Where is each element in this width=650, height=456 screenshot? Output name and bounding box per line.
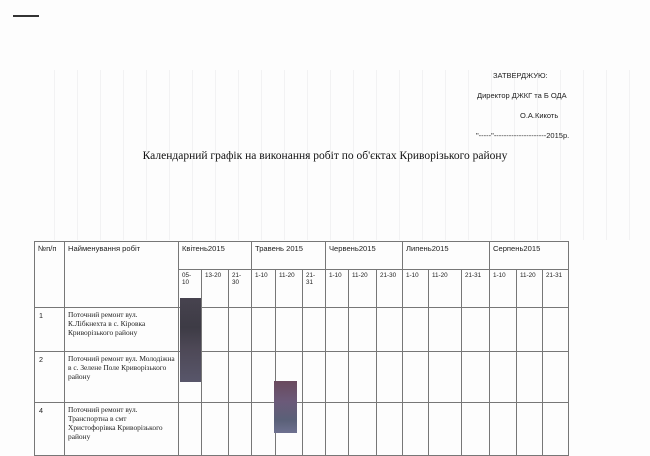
schedule-table [34, 241, 569, 456]
scan-dash-mark [13, 15, 39, 17]
period-cell: 21-30 [229, 270, 252, 308]
row-number: 2 [35, 352, 65, 403]
table-row [35, 352, 569, 403]
page-title: Календарний графік на виконання робіт по об'єктах Криворізького району [142, 150, 508, 162]
month-april: Квітень2015 [179, 242, 252, 270]
period-cell: 1-10 [490, 270, 517, 308]
period-cell: 1-10 [252, 270, 276, 308]
schedule-bar-april [180, 298, 201, 382]
row-work-title: Поточний ремонт вул. Молодіжна в с. Зелене Поле Криворізького району [65, 352, 179, 403]
period-cell: 11-20 [349, 270, 377, 308]
approve-heading: ЗАТВЕРДЖУЮ: [493, 71, 548, 80]
schedule-bar-may [274, 381, 297, 433]
period-cell: 05-10 [179, 270, 202, 308]
row-work-title: Поточний ремонт вул. Транспортна в смт Христофорівка Криворізького району [65, 403, 179, 456]
row-work-title: Поточний ремонт вул. К.Лібкнехта в с. Кіровка Криворізького району [65, 308, 179, 352]
period-cell: 13-20 [202, 270, 229, 308]
period-cell: 21-31 [462, 270, 490, 308]
approve-name: О.А.Кикоть [520, 111, 559, 120]
month-june: Червень2015 [326, 242, 403, 270]
month-july: Липень2015 [403, 242, 490, 270]
period-cell: 11-20 [517, 270, 543, 308]
approve-director: Директор ДЖКГ та Б ОДА [477, 91, 567, 100]
period-cell: 21-31 [543, 270, 569, 308]
approve-date: "-----"---------------------2015р. [476, 131, 570, 140]
period-cell: 1-10 [326, 270, 349, 308]
period-cell: 21-31 [303, 270, 326, 308]
period-cell: 21-30 [377, 270, 403, 308]
month-may: Травень 2015 [252, 242, 326, 270]
period-cell: 11-20 [429, 270, 462, 308]
period-cell: 1-10 [403, 270, 429, 308]
period-cell: 11-20 [276, 270, 303, 308]
table-row [35, 308, 569, 352]
row-number: 4 [35, 403, 65, 456]
month-august: Серпень2015 [490, 242, 569, 270]
table-row [35, 403, 569, 456]
header-name: Найменування робіт [65, 242, 179, 308]
header-num: №п/п [35, 242, 65, 308]
row-number: 1 [35, 308, 65, 352]
